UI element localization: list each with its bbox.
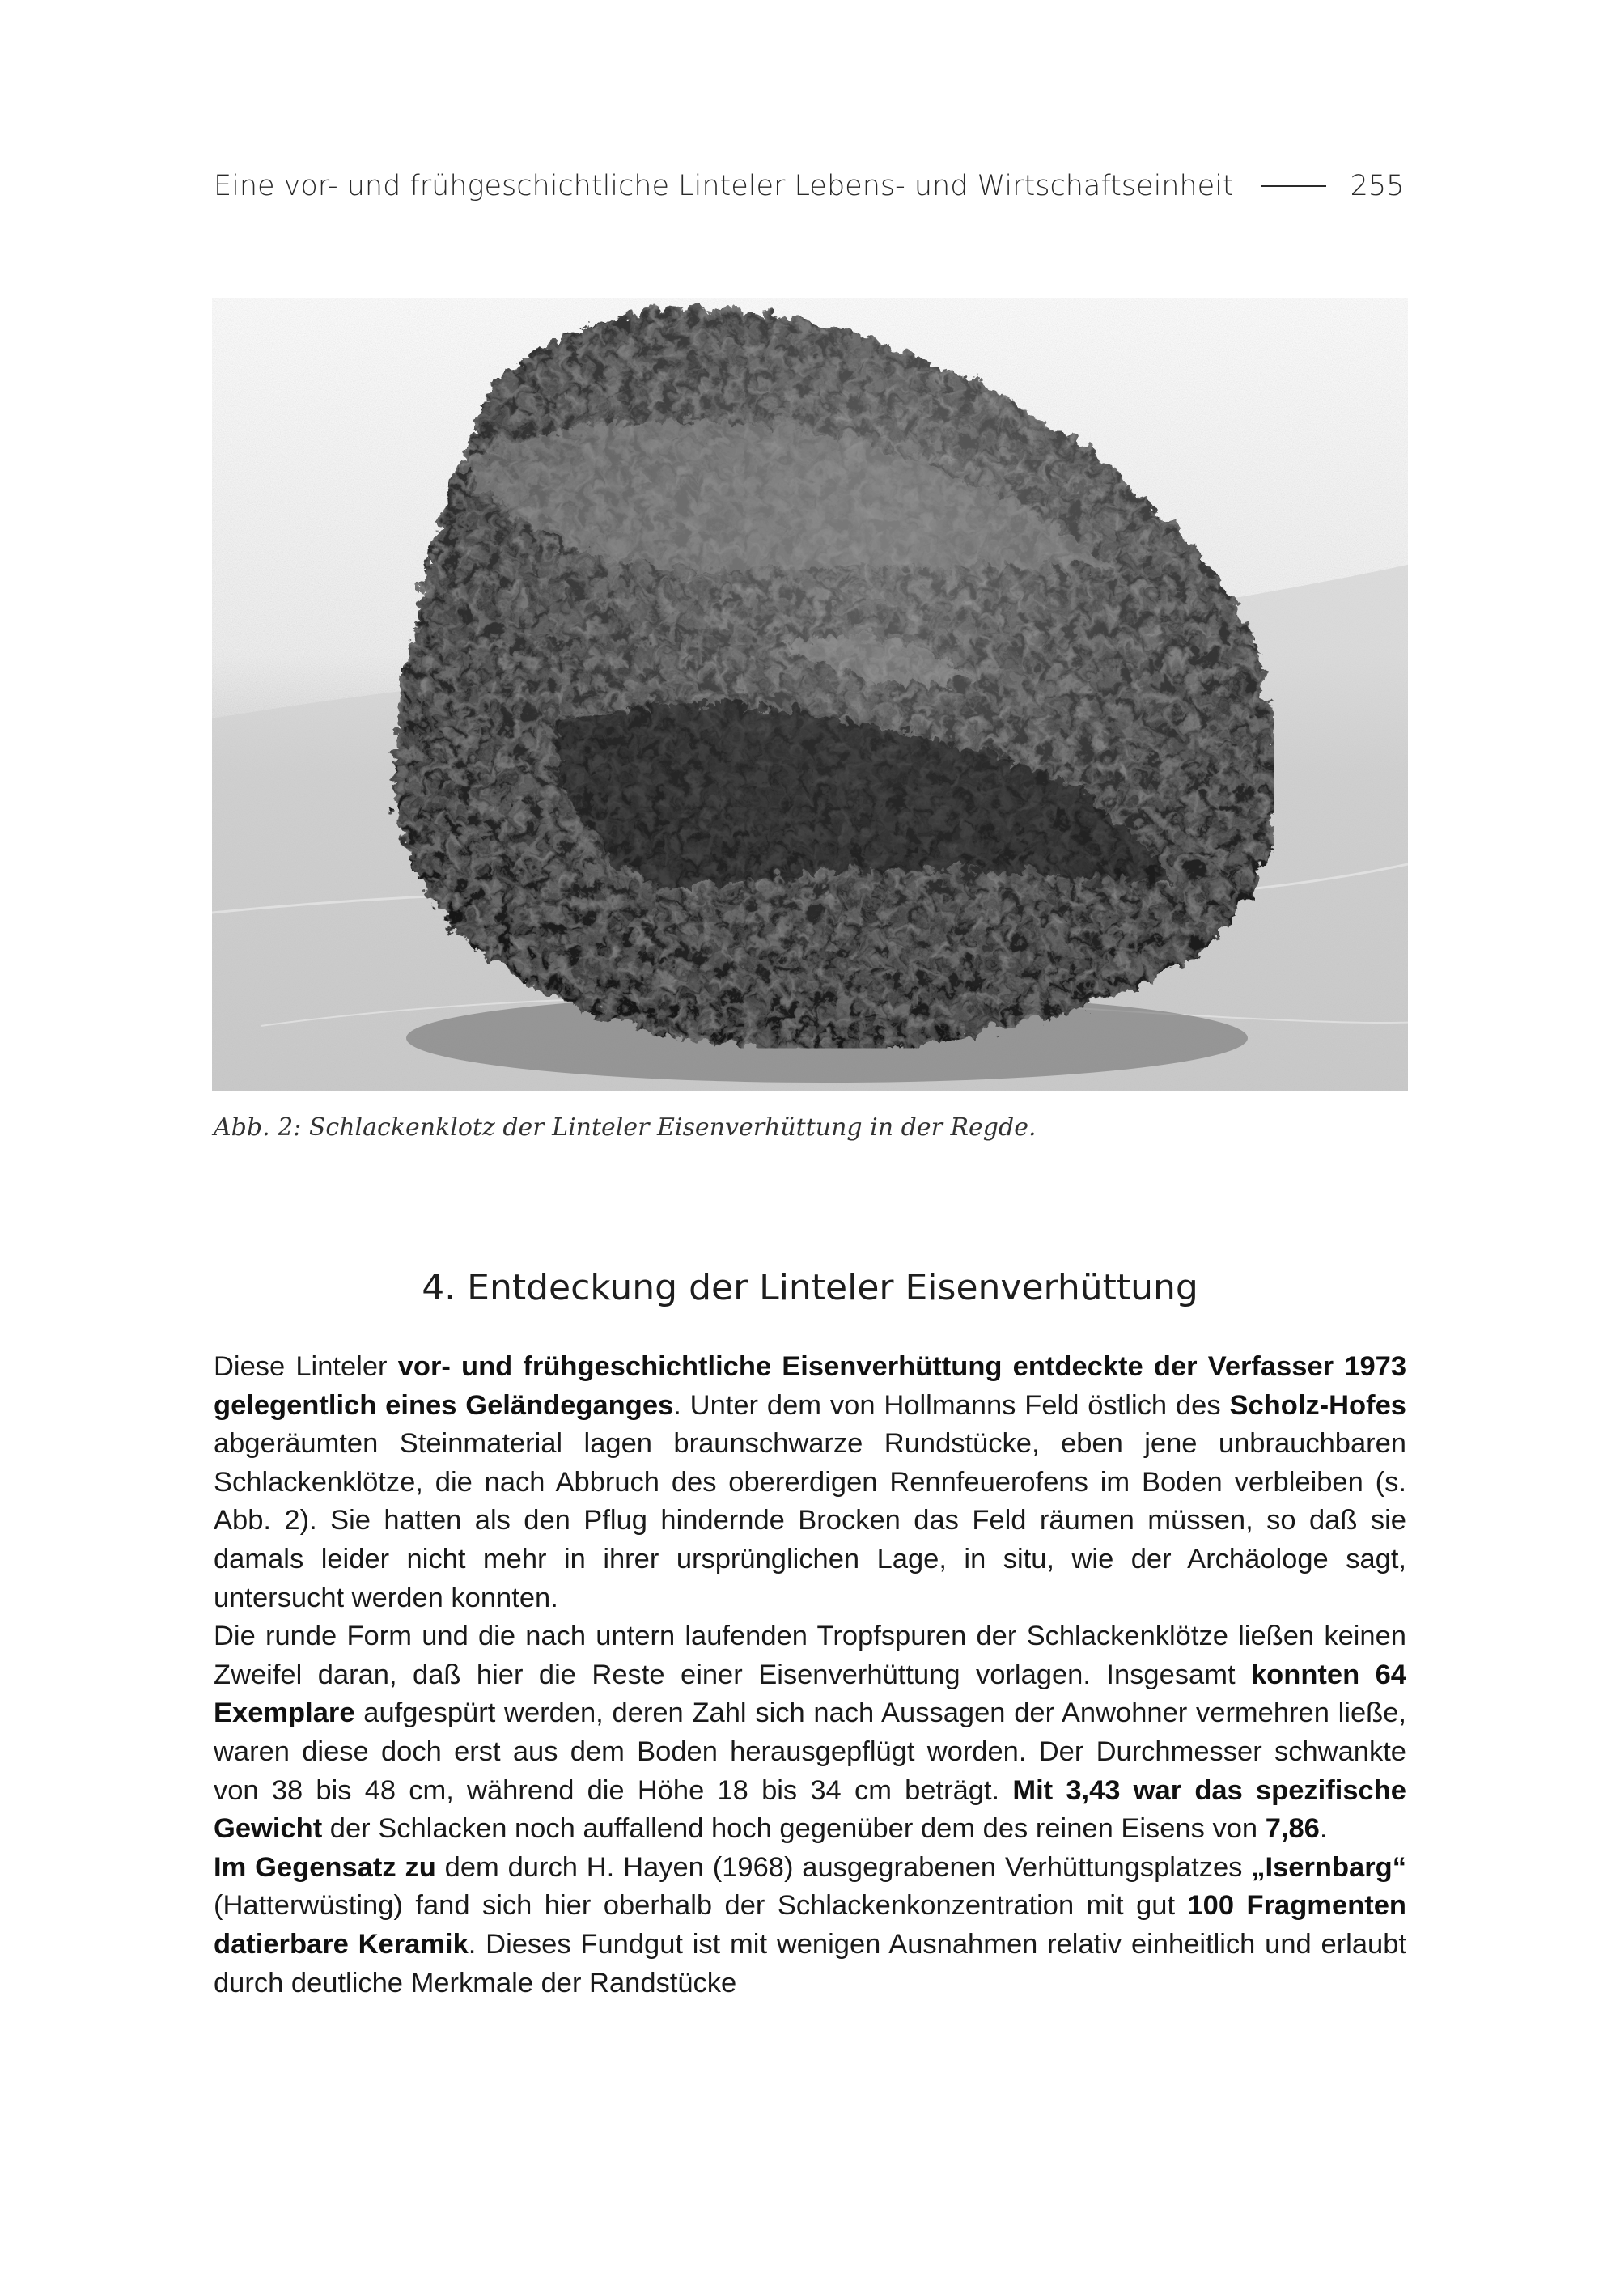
text-run: Diese Linteler xyxy=(214,1351,398,1382)
text-run: abgeräumten Steinmaterial lagen braunschwarze Rundstücke, eben jene unbrauchbaren Schlackenklötze, die nach Abbruch des obererdigen Rennfeuerofens im Boden verbleiben (s. Abb. 2). Sie hatten als den Pflug hindernde Brocken das Feld räumen müssen, so daß sie damals leider nicht mehr in ihrer ursprünglichen Lage, in situ, wie der Archäologe sagt, untersucht werden konnten. xyxy=(214,1428,1406,1613)
text-run: aufgespürt werden, deren Zahl sich nach Aussagen der Anwohner vermehren ließe, waren diese doch erst aus dem Boden herausgepflügt worden. Der Durchmesser schwankte von 38 bis 48 cm, während die Höhe 18 bis 34 cm beträgt. xyxy=(214,1697,1406,1806)
text-run: Die runde Form und die nach untern laufenden Tropfspuren der Schlackenklötze ließen keinen Zweifel daran, daß hier die Reste einer Eisenverhüttung vorlagen. Insgesamt xyxy=(214,1621,1406,1690)
bold-run: vor- und frühgeschichtliche Eisenverhüttung entdeckte der Verfasser 1973 gelegentlich eines Geländeganges xyxy=(214,1351,1407,1421)
figure-photo-slag-block xyxy=(212,298,1408,1091)
text-run: (Hatterwüsting) fand sich hier oberhalb der Schlackenkonzentration mit gut xyxy=(214,1890,1188,1922)
section-heading: 4. Entdeckung der Linteler Eisenverhüttung xyxy=(422,1267,1198,1308)
paragraph xyxy=(214,1849,1406,2003)
bold-run: „Isernbarg“ xyxy=(1251,1851,1406,1883)
bold-run: Scholz-Hofes xyxy=(1229,1389,1406,1421)
text-run: . xyxy=(1319,1813,1328,1845)
page-number: 255 xyxy=(1350,170,1405,202)
running-title: Eine vor- und frühgeschichtliche Linteler Lebens- und Wirtschaftseinheit xyxy=(214,170,1234,202)
bold-run: konnten 64 Exemplare xyxy=(214,1659,1406,1729)
text-run: . Unter dem von Hollmanns Feld östlich des xyxy=(673,1389,1230,1421)
paragraph xyxy=(214,1348,1406,1617)
bold-run: Mit 3,43 war das spezifische Gewicht xyxy=(214,1774,1406,1845)
bold-run: 100 Fragmenten datierbare Keramik xyxy=(214,1890,1406,1960)
text-run: dem durch H. Hayen (1968) ausgegrabenen Verhüttungsplatzes xyxy=(435,1851,1252,1883)
bold-run: 7,86 xyxy=(1265,1813,1320,1845)
body-text xyxy=(214,1348,1406,2003)
text-run: der Schlacken noch auffallend hoch gegenüber dem des reinen Eisens von xyxy=(322,1813,1266,1845)
running-header xyxy=(214,167,1406,206)
bold-run: Im Gegensatz zu xyxy=(214,1851,436,1883)
paragraph xyxy=(214,1617,1406,1849)
figure-caption: Abb. 2: Schlackenklotz der Linteler Eisenverhüttung in der Regde. xyxy=(214,1113,1037,1142)
slag-block-photo xyxy=(212,298,1408,1091)
header-rule xyxy=(1261,185,1326,187)
text-run: . Dieses Fundgut ist mit wenigen Ausnahmen relativ einheitlich und erlaubt durch deutliche Merkmale der Randstücke xyxy=(214,1928,1406,1998)
